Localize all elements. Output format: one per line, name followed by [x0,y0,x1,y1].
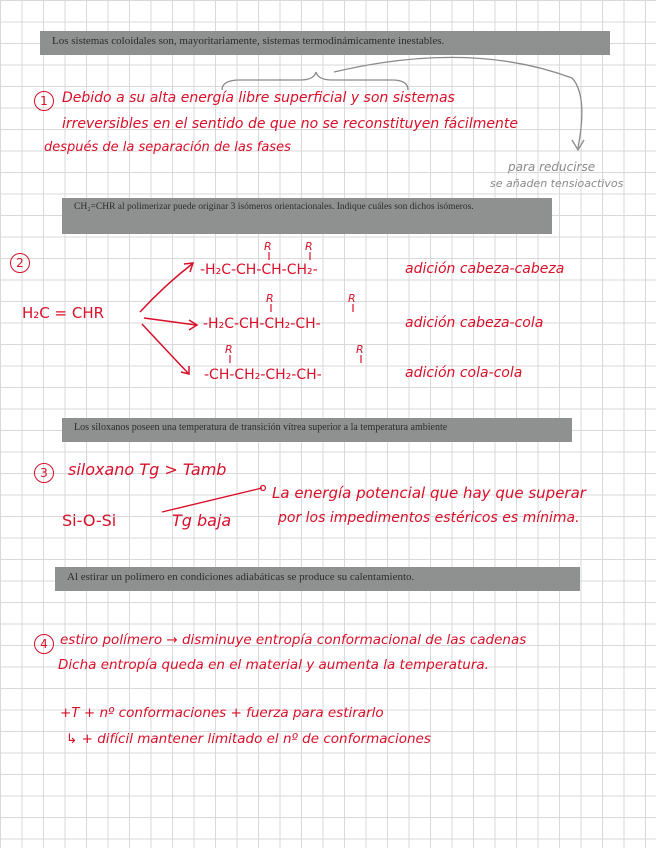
q1-line-2: irreversibles en el sentido de que no se reconstituyen fácilmente [62,116,518,132]
q4-line-1: estiro polímero → disminuye entropía conformacional de las cadenas [60,632,527,648]
question-number-2: 2 [10,253,30,273]
r-substituent: R [348,292,356,305]
q3-explain-1: La energía potencial que hay que superar [272,484,586,502]
tg-arrow-line [162,488,262,512]
arrow-isomer-1 [140,264,192,312]
isomer-label-2: adición cabeza-cola [405,315,544,331]
isomer-formula-3: -CH-CH₂-CH₂-CH- [204,367,322,383]
r-substituent: R [225,343,233,356]
siloxane-bond: Si-O-Si [62,511,117,530]
r-substituent: R [264,240,272,253]
monomer-formula: H₂C = CHR [22,304,105,322]
isomer-formula-1: -H₂C-CH-CH-CH₂- [200,262,318,278]
siloxane-tg: siloxano Tg > Tamb [68,460,227,479]
isomer-label-1: adición cabeza-cabeza [405,261,565,277]
question-number-1: 1 [34,91,54,111]
q1-note-2: se añaden tensioactivos [490,177,624,190]
prompt-strip-1: Los sistemas coloidales son, mayoritariamente, sistemas termodinámicamente inestables. [40,31,610,55]
question-number-4: 4 [34,634,54,654]
prompt-strip-2: CH₂=CHR al polimerizar puede originar 3 isómeros orientacionales. Indique cuáles son dichos isómeros. [62,198,552,234]
prompt-strip-3: Los siloxanos poseen una temperatura de transición vítrea superior a la temperatura ambiente [62,418,572,442]
q4-line-3: +T + nº conformaciones + fuerza para estirarlo [60,705,384,721]
q4-line-2: Dicha entropía queda en el material y aumenta la temperatura. [58,657,489,673]
question-number-3: 3 [34,463,54,483]
arrow-isomer-2 [144,318,196,325]
isomer-formula-2: -H₂C-CH-CH₂-CH- [203,316,321,332]
r-substituent: R [266,292,274,305]
r-substituent: R [356,343,364,356]
prompt-strip-4: Al estirar un polímero en condiciones adiabáticas se produce su calentamiento. [55,567,580,591]
q4-line-4: ↳ + difícil mantener limitado el nº de conformaciones [66,731,431,747]
q1-line-1: Debido a su alta energía libre superficial y son sistemas [62,90,455,106]
brace-mark [222,72,408,90]
arrow-isomer-3 [142,324,188,373]
tg-low: Tg baja [172,511,232,530]
isomer-label-3: adición cola-cola [405,365,523,381]
q1-line-3: después de la separación de las fases [44,140,291,155]
q3-explain-2: por los impedimentos estéricos es mínima. [278,510,580,526]
r-substituent: R [305,240,313,253]
q1-note-1: para reducirse [508,160,596,174]
